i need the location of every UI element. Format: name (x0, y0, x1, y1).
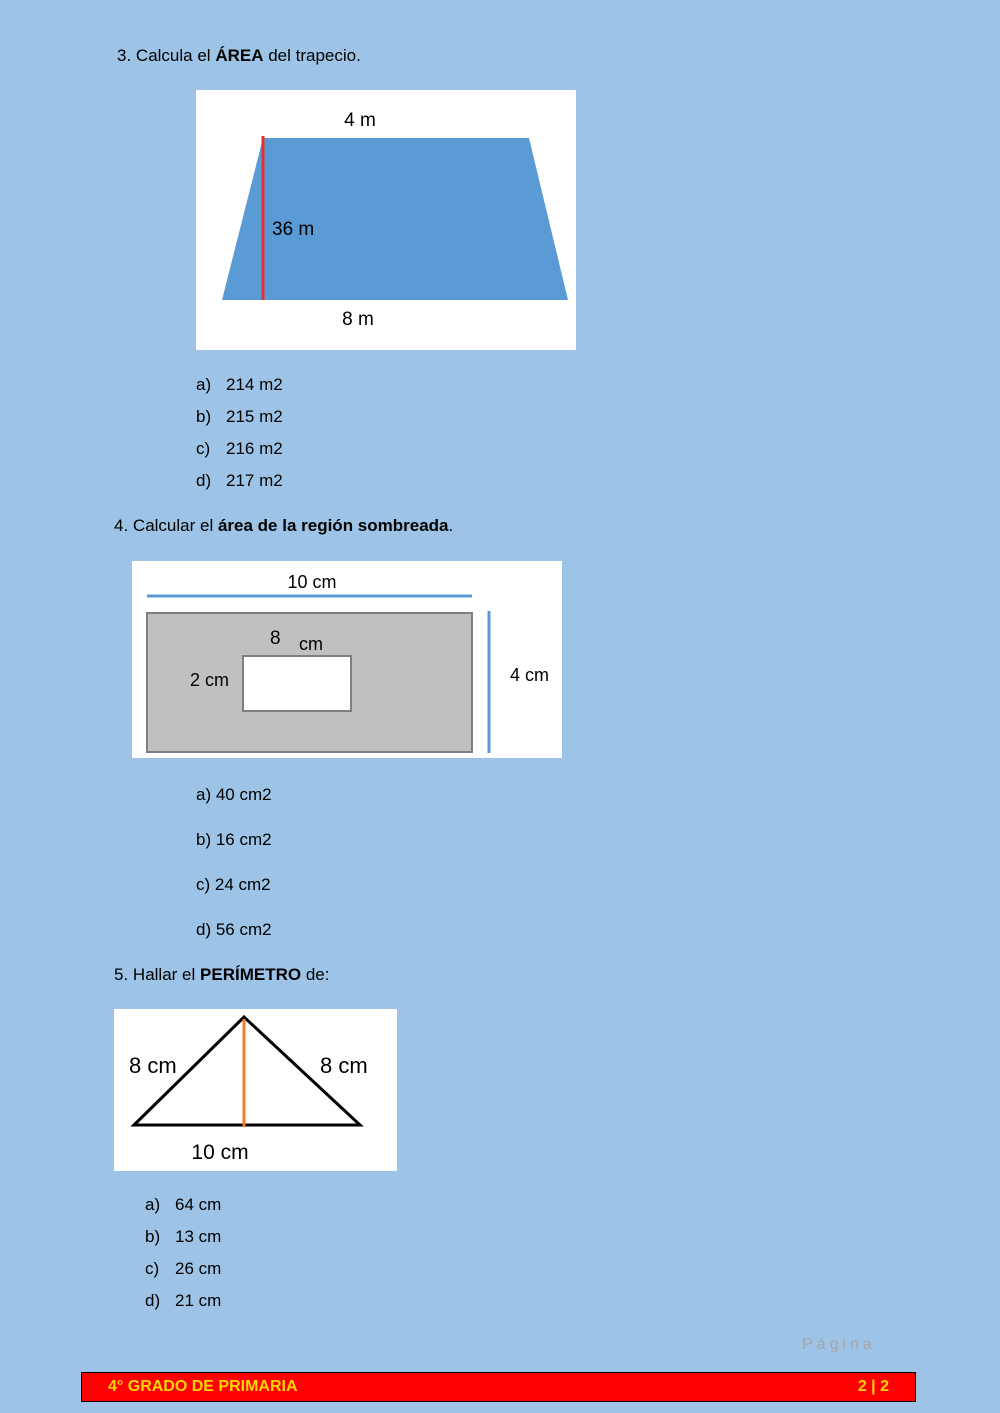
triangle-right-side-label: 8 cm (320, 1053, 368, 1078)
question-4-title (114, 516, 453, 536)
option-text: 64 cm (175, 1195, 222, 1214)
trapezoid-top-label: 4 m (344, 110, 376, 131)
option-text: 215 m2 (226, 407, 283, 426)
triangle-figure (114, 1009, 397, 1171)
question-keyword: área de la región sombreada (217, 516, 449, 535)
option-text: 214 m2 (226, 375, 283, 394)
question-number: 5. (114, 965, 129, 984)
triangle-left-side-label: 8 cm (129, 1053, 177, 1078)
outer-height-label: 4 cm (510, 665, 550, 685)
question-text: Hallar el (132, 965, 196, 984)
question-5-title (114, 965, 329, 985)
outer-width-label: 10 cm (287, 572, 337, 592)
q4-option-a[interactable] (196, 785, 272, 805)
option-letter: c) (145, 1259, 160, 1278)
option-letter: d) (145, 1291, 161, 1310)
question-text-end: del trapecio. (268, 46, 361, 65)
option-letter: c) (196, 439, 211, 458)
question-number: 3. (117, 46, 132, 65)
option-text: 216 m2 (226, 439, 283, 458)
inner-height-label: 2 cm (190, 670, 230, 690)
option-letter: b) (145, 1227, 161, 1246)
option-letter: a) (145, 1195, 161, 1214)
option-letter: a) (196, 375, 212, 394)
trapezoid-figure (196, 90, 576, 350)
option-text: c) 24 cm2 (196, 875, 271, 894)
q3-option-c[interactable] (196, 439, 283, 459)
triangle-base-label: 10 cm (191, 1141, 249, 1164)
question-3-title (117, 46, 361, 66)
trapezoid-height-label: 36 m (272, 219, 315, 240)
q5-option-a[interactable] (145, 1195, 221, 1215)
option-text: b) 16 cm2 (196, 830, 272, 849)
question-text-end: de: (305, 965, 330, 984)
page-label: Página (802, 1336, 876, 1353)
option-text: 217 m2 (226, 471, 283, 490)
option-text: 21 cm (175, 1291, 222, 1310)
question-number: 4. (114, 516, 129, 535)
shaded-region-figure (132, 561, 562, 758)
q4-option-c[interactable] (196, 875, 271, 895)
footer-bar (81, 1372, 916, 1402)
q3-option-b[interactable] (196, 407, 283, 427)
question-text: Calcula el (135, 46, 211, 65)
q4-option-b[interactable] (196, 830, 272, 850)
grade-label: 4° GRADO DE PRIMARIA (108, 1378, 298, 1395)
option-letter: d) (196, 471, 212, 490)
q5-option-d[interactable] (145, 1291, 221, 1311)
question-keyword: ÁREA (215, 46, 264, 65)
inner-width-unit: cm (299, 634, 323, 654)
option-text: 26 cm (175, 1259, 222, 1278)
q4-option-d[interactable] (196, 920, 272, 940)
question-text-end: . (448, 516, 454, 535)
question-text: Calcular el (132, 516, 214, 535)
q3-option-d[interactable] (196, 471, 283, 491)
option-text: d) 56 cm2 (196, 920, 272, 939)
q5-option-b[interactable] (145, 1227, 221, 1247)
option-text: a) 40 cm2 (196, 785, 272, 804)
trapezoid-bottom-label: 8 m (342, 309, 374, 330)
option-letter: b) (196, 407, 212, 426)
question-keyword: PERÍMETRO (200, 965, 302, 984)
inner-white-rectangle (243, 656, 351, 711)
option-text: 13 cm (175, 1227, 222, 1246)
q5-option-c[interactable] (145, 1259, 221, 1279)
q3-option-a[interactable] (196, 375, 283, 395)
inner-width-number: 8 (270, 628, 281, 649)
page-number: 2 | 2 (857, 1378, 889, 1395)
